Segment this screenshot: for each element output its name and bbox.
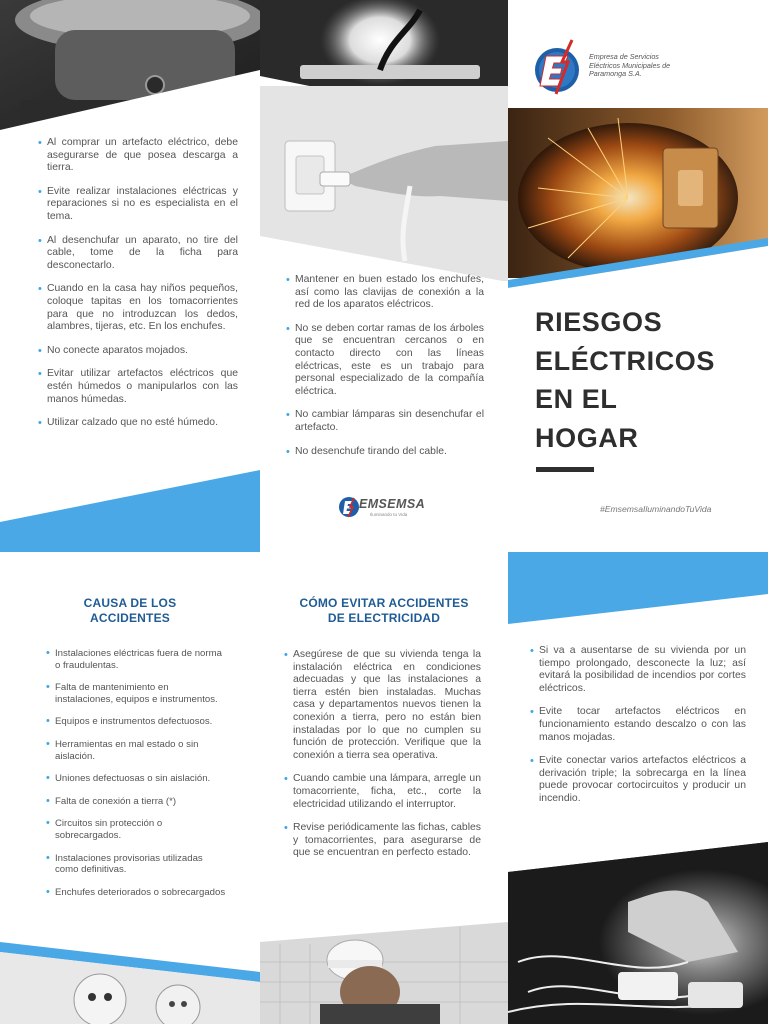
tips-list-1 [38, 137, 238, 441]
cause-item: • Uniones defectuosas o sin aislación. [46, 773, 226, 785]
causes-list [46, 648, 226, 909]
tip-item: • No cambiar lámparas sin desenchufar el artefacto. [286, 409, 484, 434]
company-logo [530, 38, 590, 98]
logo-wordmark: EMSEMSA [359, 497, 426, 511]
tip-item: • Evite realizar instalaciones eléctricas y reparaciones si no es especialista en el tema. [38, 186, 238, 224]
panel-causes [0, 552, 260, 1024]
cause-item: • Circuitos sin protección o sobrecargados. [46, 818, 226, 841]
prevention-item: • Cuando cambie una lámpara, arregle un tomacorriente, ficha, etc., corte la electricidad utilizando el interruptor. [284, 773, 481, 811]
blue-stripe [508, 552, 768, 624]
tip-item: • Evite conectar varios artefactos eléctricos a derivación triple; la sobrecarga en la línea puede provocar cortocircuitos y producir un incendio. [530, 755, 746, 805]
logo-tagline: Iluminando tu Vida [370, 512, 408, 517]
cause-item: • Enchufes deteriorados o sobrecargados [46, 887, 226, 899]
panel-safety-tips-1 [0, 0, 260, 552]
cause-item: • Herramientas en mal estado o sin aislación. [46, 739, 226, 762]
panel-prevention [260, 552, 508, 1024]
prevention-item: • Asegúrese de que su vivienda tenga la instalación eléctrica en condiciones adecuadas y que las instalaciones a tierra estén bien instaladas. Muchas casa y departamentos nuevos tienen la conexión a tierra, pero no están bien instaladas por lo que no cumplen su función de protección. Verifique que la conexión a tierra sea operativa. [284, 649, 481, 762]
tip-item: • No se deben cortar ramas de los árboles que se encuentran cercanos o en contacto directo con las líneas eléctricas, este es un trabajo para personal especializado de la compañía eléctrica. [286, 323, 484, 399]
tip-item: • No desenchufe tirando del cable. [286, 446, 484, 459]
prevention-list [284, 649, 481, 871]
tip-item: • Utilizar calzado que no esté húmedo. [38, 417, 238, 430]
emsemsa-logo [338, 494, 438, 520]
blue-stripe [0, 470, 260, 552]
tip-item: • Si va a ausentarse de su vivienda por un tiempo prolongado, desconecte la luz; así evitará la posibilidad de incendios por cortes eléctricos. [530, 645, 746, 695]
tips-list-3 [530, 645, 746, 817]
tip-item: • No conecte aparatos mojados. [38, 345, 238, 358]
company-name: Empresa de Servicios Eléctricos Municipales de Paramonga S.A. [589, 52, 671, 79]
cause-item: • Falta de mantenimiento en instalaciones, equipos e instrumentos. [46, 682, 226, 705]
tip-item: • Evite tocar artefactos eléctricos en funcionamiento estando descalzo o con las manos mojadas. [530, 706, 746, 744]
tip-item: • Evitar utilizar artefactos eléctricos que estén húmedos o manipularlos con las manos húmedas. [38, 368, 238, 406]
panel-safety-tips-2 [260, 0, 508, 552]
cause-item: • Instalaciones provisorias utilizadas como definitivas. [46, 853, 226, 876]
photo-overloaded-sockets [508, 842, 768, 1024]
photo-damaged-plugs [0, 952, 260, 1024]
photo-electrician [260, 922, 508, 1024]
tips-list-2 [286, 274, 484, 469]
cause-item: • Instalaciones eléctricas fuera de norma o fraudulentas. [46, 648, 226, 671]
causes-title: CAUSA DE LOS ACCIDENTES [83, 596, 177, 625]
tip-item: • Al comprar un artefacto eléctrico, debe asegurarse de que posea descarga a tierra. [38, 137, 238, 175]
panel-safety-tips-3 [508, 552, 768, 1024]
prevention-item: • Revise periódicamente las fichas, cables y tomacorrientes, para asegurarse de que se encuentran en perfecto estado. [284, 822, 481, 860]
prevention-title: CÓMO EVITAR ACCIDENTES DE ELECTRICIDAD [299, 596, 469, 625]
title-underline [536, 467, 594, 472]
cause-item: • Equipos e instrumentos defectuosos. [46, 716, 226, 728]
company-emblem-icon [530, 38, 590, 98]
logo-emblem-icon [338, 496, 360, 518]
tip-item: • Al desenchufar un aparato, no tire del cable, tome de la ficha para desconectarlo. [38, 235, 238, 273]
tip-item: • Cuando en la casa hay niños pequeños, coloque tapitas en los tomacorrientes para que no introduzcan los dedos, alambres, tijeras, etc. En los enchufes. [38, 283, 238, 333]
hashtag: #EmsemsaIluminandoTuVida [600, 504, 712, 514]
blue-stripe [508, 238, 768, 288]
cause-item: • Falta de conexión a tierra (*) [46, 796, 226, 808]
tip-item: • Mantener en buen estado los enchufes, así como las clavijas de conexión a la red de los aparatos eléctricos. [286, 274, 484, 312]
brochure-title: RIESGOS ELÉCTRICOS EN EL HOGAR [535, 307, 716, 453]
